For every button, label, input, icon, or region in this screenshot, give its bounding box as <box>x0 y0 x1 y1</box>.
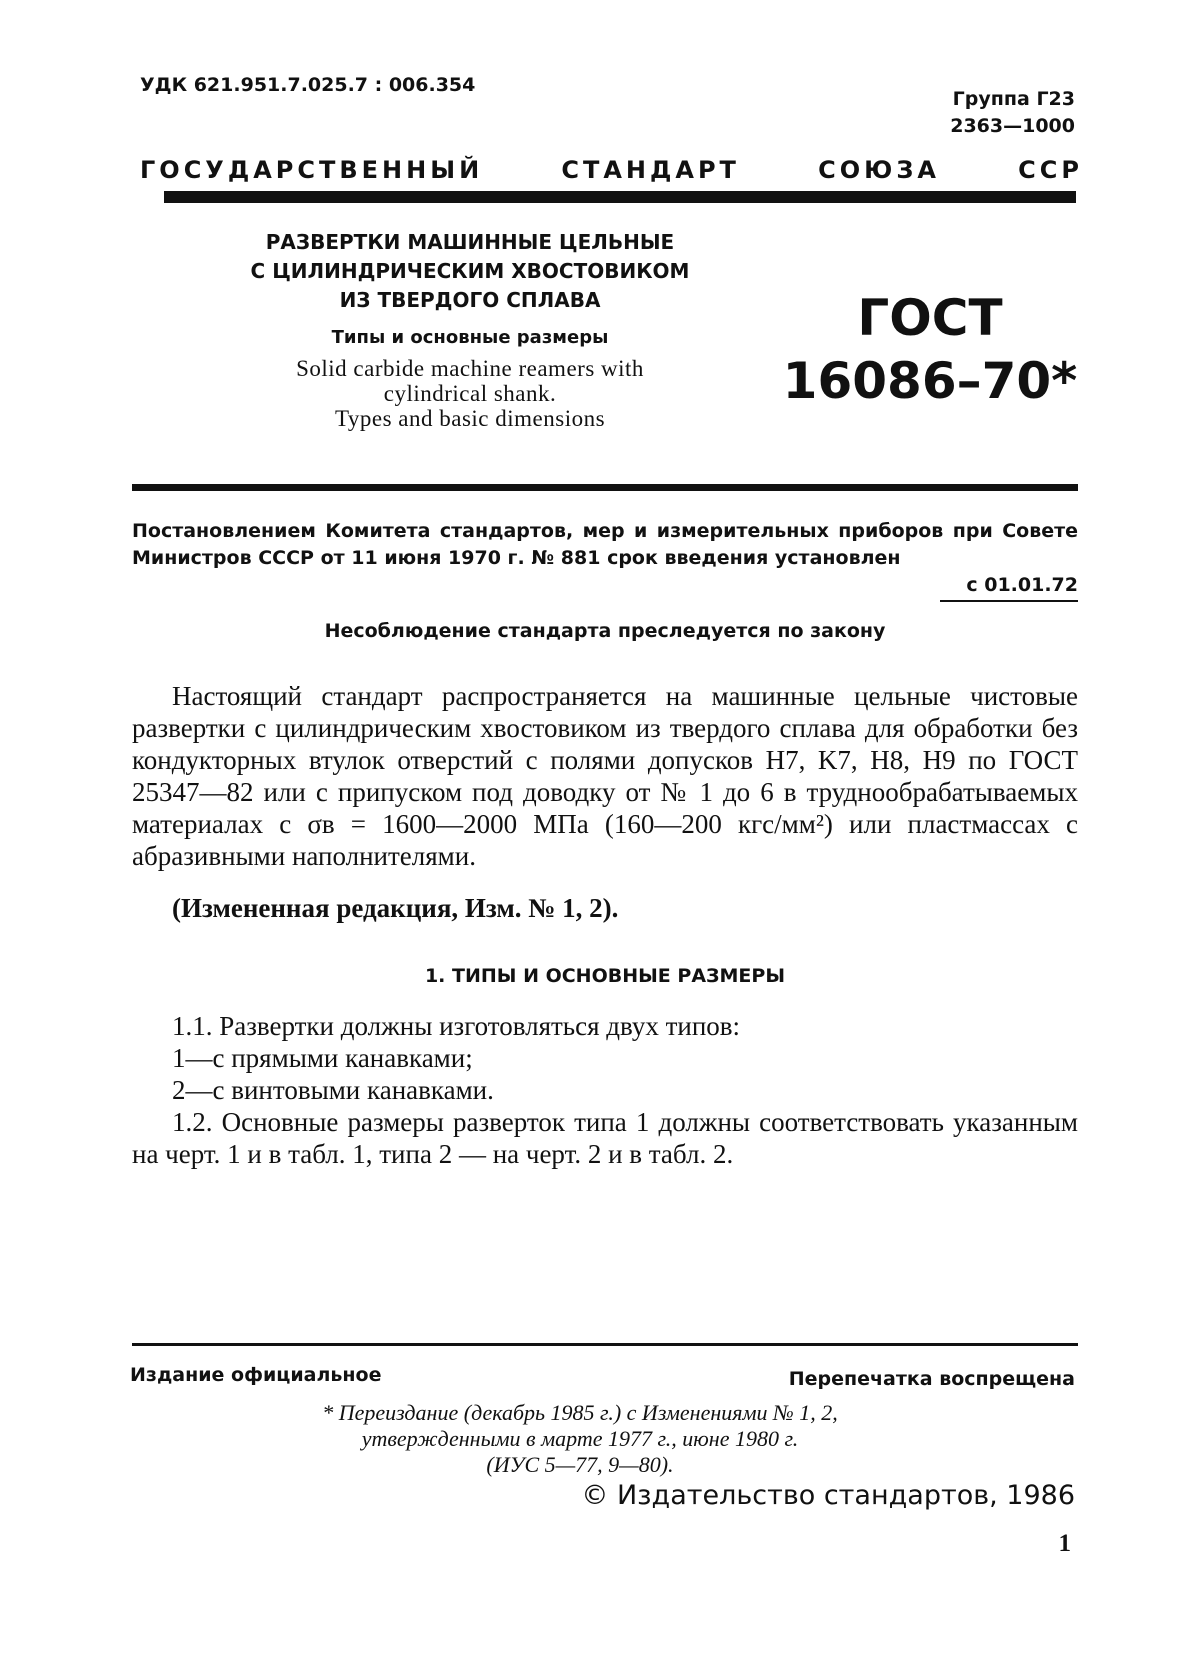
reissue-line-2: утвержденными в марте 1977 г., июне 1980 г. <box>361 1426 799 1451</box>
state-word-1: ГОСУДАРСТВЕННЫЙ <box>140 156 484 184</box>
title-en-line-2: cylindrical shank. <box>383 381 557 406</box>
gost-label: ГОСТ <box>857 289 1003 347</box>
clause-1-1: 1.1. Развертки должны изготовляться двух типов: <box>172 1011 741 1041</box>
title-rule <box>132 484 1078 491</box>
law-notice: Несоблюдение стандарта преследуется по закону <box>324 620 886 642</box>
header-rule <box>164 191 1076 203</box>
official-edition: Издание официальное <box>130 1364 382 1386</box>
list-item-type-2: 2—с винтовыми канавками. <box>172 1075 494 1105</box>
amendment-note: (Измененная редакция, Изм. № 1, 2). <box>172 893 619 923</box>
reprint-prohibited: Перепечатка воспрещена <box>788 1368 1075 1390</box>
classification-code: 2363—1000 <box>950 115 1075 137</box>
title-ru-line-3: ИЗ ТВЕРДОГО СПЛАВА <box>339 288 601 312</box>
date-underline <box>940 600 1078 602</box>
section-title: 1. ТИПЫ И ОСНОВНЫЕ РАЗМЕРЫ <box>424 965 786 987</box>
reissue-note <box>200 1400 960 1478</box>
group-label: Группа Г23 <box>952 88 1075 110</box>
standard-title-block <box>200 228 740 431</box>
reissue-line-1: * Переиздание (декабрь 1985 г.) с Изменениями № 1, 2, <box>322 1400 838 1425</box>
state-word-3: СОЮЗА <box>818 156 940 184</box>
decree-text: Постановлением Комитета стандартов, мер и измерительных приборов при Совете Министров СССР от 11 июня 1970 г. № 881 срок введения установлен <box>132 520 1078 569</box>
title-en-line-1: Solid carbide machine reamers with <box>296 356 644 381</box>
title-en-line-3: Types and basic dimensions <box>334 406 606 431</box>
group-code <box>950 86 1075 140</box>
title-en <box>200 356 740 431</box>
types-list <box>172 1010 1078 1106</box>
title-ru-line-2: С ЦИЛИНДРИЧЕСКИМ ХВОСТОВИКОМ <box>250 259 690 283</box>
udk-code: УДК 621.951.7.025.7 : 006.354 <box>140 74 476 96</box>
state-standard-heading <box>140 156 1083 184</box>
list-item-type-1: 1—с прямыми канавками; <box>172 1043 473 1073</box>
title-ru-subtitle: Типы и основные размеры <box>331 327 609 348</box>
page-number: 1 <box>1058 1530 1071 1557</box>
footer-rule <box>132 1343 1078 1346</box>
state-word-2: СТАНДАРТ <box>561 156 740 184</box>
gost-designation <box>780 288 1080 414</box>
state-word-4: ССР <box>1018 156 1083 184</box>
title-ru-line-1: РАЗВЕРТКИ МАШИННЫЕ ЦЕЛЬНЫЕ <box>265 230 675 254</box>
clause-1-2: 1.2. Основные размеры разверток типа 1 должны соответствовать указанным на черт. 1 и в табл. 1, типа 2 — на черт. 2 и в табл. 2. <box>132 1107 1078 1169</box>
copyright: © Издательство стандартов, 1986 <box>581 1480 1075 1511</box>
effective-date: с 01.01.72 <box>966 574 1078 596</box>
reissue-line-3: (ИУС 5—77, 9—80). <box>486 1452 674 1477</box>
gost-number: 16086–70* <box>782 352 1078 410</box>
scope-paragraph: Настоящий стандарт распространяется на машинные цельные чистовые развертки с цилиндрическим хвостовиком из твердого сплава для обработки без кондукторных втулок отверстий с полями допусков H7, K7, H8, H9 по ГОСТ 25347—82 или с припуском под доводку от № 1 до 6 в труднообрабатываемых материалах с σв = 1600—2000 МПа (160—200 кгс/мм²) или пластмассах с абразивными наполнителями. <box>132 681 1078 871</box>
